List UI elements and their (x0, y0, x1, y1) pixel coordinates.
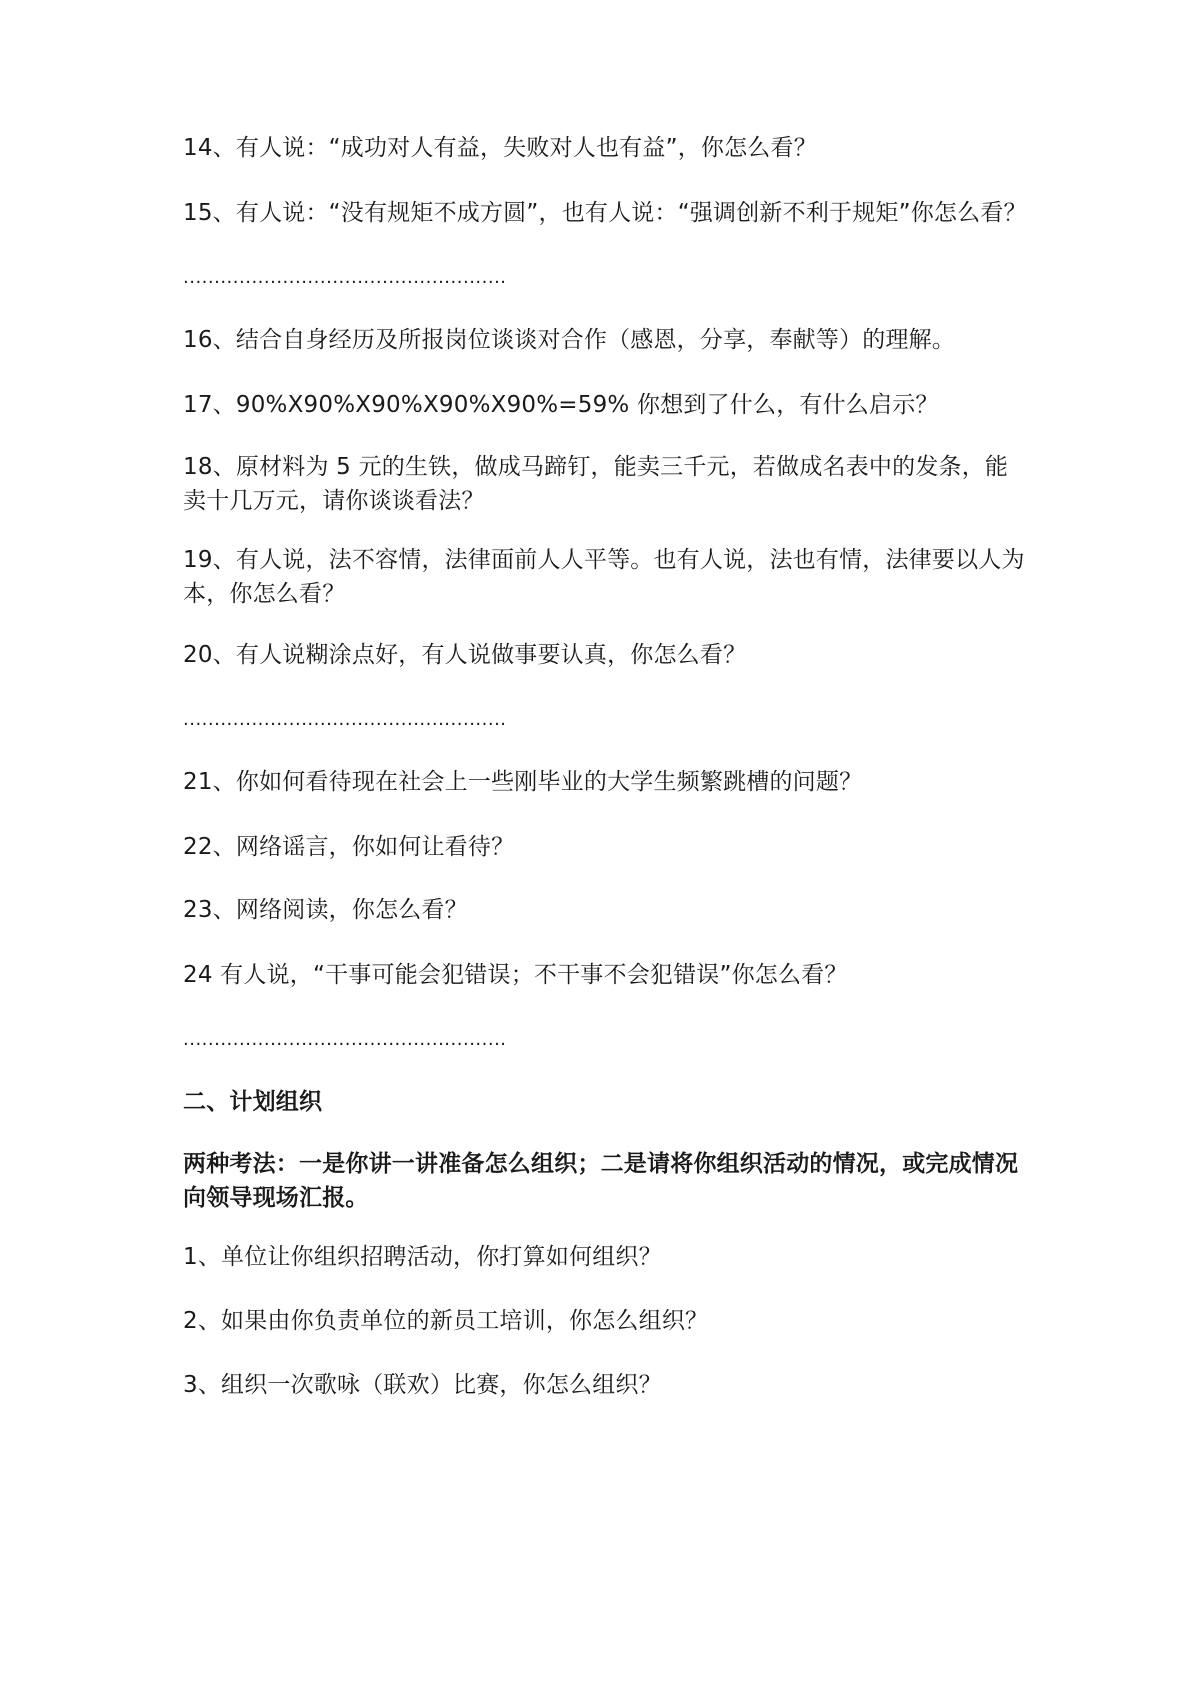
question-19: 19、有人说，法不容情，法律面前人人平等。也有人说，法也有情，法律要以人为本，你怎么看？ (183, 547, 1025, 607)
question-23: 23、网络阅读，你怎么看？ (183, 897, 468, 923)
question-17: 17、90%X90%X90%X90%X90%=59% 你想到了什么，有什么启示？ (183, 392, 939, 418)
separator-dots: .................................................... (183, 267, 507, 288)
plan-question-1: 1、单位让你组织招聘活动，你打算如何组织？ (183, 1244, 662, 1270)
section-title: 二、计划组织 (183, 1089, 323, 1115)
plan-question-3: 3、组织一次歌咏（联欢）比赛，你怎么组织？ (183, 1372, 662, 1398)
question-14: 14、有人说：“成功对人有益，失败对人也有益”，你怎么看？ (183, 135, 817, 161)
question-22: 22、网络谣言，你如何让看待？ (183, 834, 515, 860)
separator-dots: .................................................... (183, 709, 507, 730)
section-intro: 两种考法：一是你讲一讲准备怎么组织；二是请将你组织活动的情况，或完成情况向领导现场汇报。 (183, 1151, 1019, 1211)
question-24: 24 有人说，“干事可能会犯错误；不干事不会犯错误”你怎么看？ (183, 962, 848, 988)
question-21: 21、你如何看待现在社会上一些刚毕业的大学生频繁跳槽的问题？ (183, 769, 863, 795)
plan-question-2: 2、如果由你负责单位的新员工培训，你怎么组织？ (183, 1308, 709, 1334)
separator-dots: .................................................... (183, 1029, 507, 1050)
question-18: 18、原材料为 5 元的生铁，做成马蹄钉，能卖三千元，若做成名表中的发条，能卖十几万元，请你谈谈看法？ (183, 454, 1009, 514)
question-15: 15、有人说：“没有规矩不成方圆”，也有人说：“强调创新不利于规矩”你怎么看？ (183, 200, 1027, 226)
question-16: 16、结合自身经历及所报岗位谈谈对合作（感恩，分享，奉献等）的理解。 (183, 327, 956, 353)
question-20: 20、有人说糊涂点好，有人说做事要认真，你怎么看？ (183, 642, 747, 668)
